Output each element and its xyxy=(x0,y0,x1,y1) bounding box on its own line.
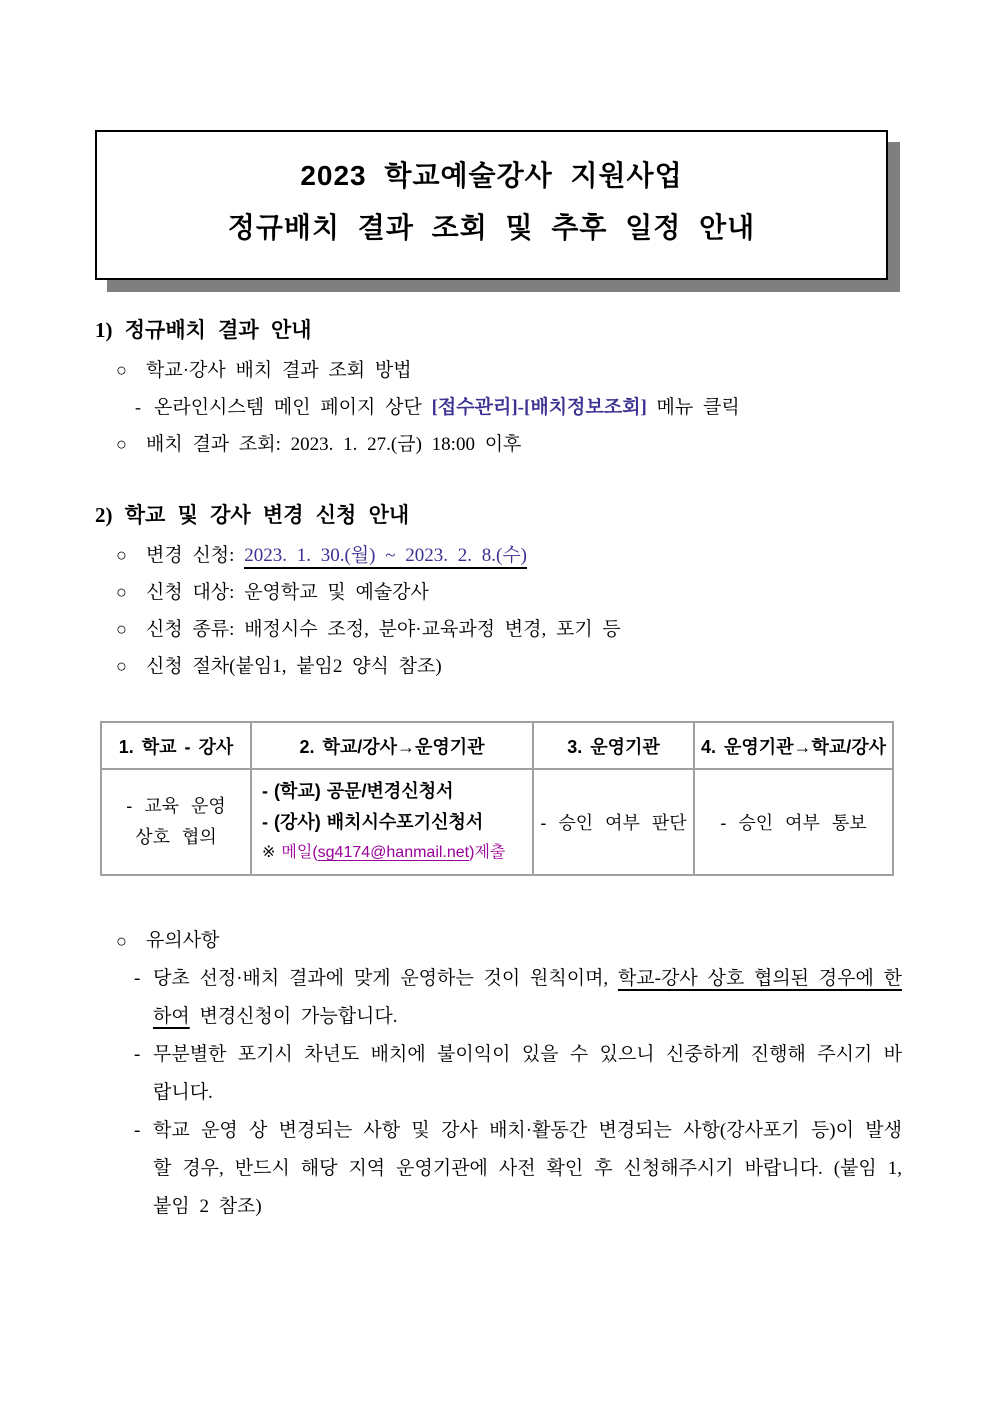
dash-bullet-icon: - xyxy=(134,1044,141,1065)
bullet-change-types-text: 신청 종류: 배정시수 조정, 분야·교육과정 변경, 포기 등 xyxy=(146,619,621,640)
principle-underlined: 학교-강사 상호 협의된 경우에 한하여 xyxy=(153,968,902,1027)
menu-path: [접수관리]-[배치정보조회] xyxy=(431,397,647,418)
bullet-change-procedure xyxy=(116,648,901,685)
notes-heading-row xyxy=(116,922,902,960)
table-header-to-operator: 2. 학교/강사→운영기관 xyxy=(251,722,533,769)
cell-mutual-consultation-line2: 상호 협의 xyxy=(135,827,217,847)
table-header-school-instructor: 1. 학교 - 강사 xyxy=(101,722,251,769)
cell-mutual-consultation xyxy=(101,769,251,875)
online-system-post: 메뉴 클릭 xyxy=(646,397,740,418)
section-change-request xyxy=(95,499,901,685)
bullet-change-procedure-text: 신청 절차(붙임1, 붙임2 양식 참조) xyxy=(146,656,442,677)
cell-approval-notification: - 승인 여부 통보 xyxy=(694,769,893,875)
cell-mutual-consultation-line1: - 교육 운영 xyxy=(126,796,226,816)
note-item-principle-text xyxy=(153,960,902,1036)
bullet-result-schedule-text: 배치 결과 조회: 2023. 1. 27.(금) 18:00 이후 xyxy=(146,434,522,455)
email-note-post: )제출 xyxy=(469,844,506,861)
change-period-label: 변경 신청: xyxy=(146,545,245,566)
circle-bullet-icon: ○ xyxy=(116,434,127,454)
document-title-line-2: 정규배치 결과 조회 및 추후 일정 안내 xyxy=(227,212,756,243)
change-period-dates: 2023. 1. 30.(월) ~ 2023. 2. 8.(수) xyxy=(244,545,527,569)
circle-bullet-icon: ○ xyxy=(116,656,127,676)
bullet-change-period xyxy=(116,537,901,574)
email-link[interactable]: sg4174@hanmail.net xyxy=(317,844,470,861)
circle-bullet-icon: ○ xyxy=(116,582,127,602)
doc-school-line: - (학교) 공문/변경신청서 xyxy=(262,781,454,801)
dash-online-system xyxy=(135,389,901,426)
table-header-operator: 3. 운영기관 xyxy=(533,722,694,769)
section-placement-results xyxy=(95,314,901,463)
circle-bullet-icon: ○ xyxy=(116,545,127,565)
cell-approval-judgement: - 승인 여부 판단 xyxy=(533,769,694,875)
dash-online-system-text xyxy=(154,389,740,426)
bullet-change-target xyxy=(116,574,901,611)
doc-instructor-line: - (강사) 배치시수포기신청서 xyxy=(262,812,484,832)
note-item-caution-text: 무분별한 포기시 차년도 배치에 불이익이 있을 수 있으니 신중하게 진행해 주시기 바랍니다. xyxy=(153,1044,902,1103)
bullet-lookup-method xyxy=(116,352,901,389)
note-item-confirm-text: 학교 운영 상 변경되는 사항 및 강사 배치·활동간 변경되는 사항(강사포기 등)이 발생할 경우, 반드시 해당 지역 운영기관에 사전 확인 후 신청해주시기 바랍니다. (붙임 1, 붙임 2 참조) xyxy=(153,1120,902,1217)
section-1-heading: 1) 정규배치 결과 안내 xyxy=(95,318,312,342)
bullet-result-schedule xyxy=(116,426,901,463)
title-box xyxy=(95,130,888,280)
note-item-principle xyxy=(134,960,902,1036)
note-item-caution xyxy=(134,1036,902,1112)
bullet-change-period-text xyxy=(146,537,527,574)
dash-bullet-icon: - xyxy=(134,968,141,989)
table-header-row xyxy=(101,722,893,769)
note-item-confirm xyxy=(134,1112,902,1226)
circle-bullet-icon: ○ xyxy=(116,931,127,951)
principle-pre: 당초 선정·배치 결과에 맞게 운영하는 것이 원칙이며, xyxy=(153,968,618,989)
section-2-bullets xyxy=(116,537,901,685)
section-1-bullets xyxy=(116,352,901,463)
document-title-line-1: 2023 학교예술강사 지원사업 xyxy=(300,160,683,191)
email-note-pre: 메일( xyxy=(281,844,318,861)
bullet-change-types xyxy=(116,611,901,648)
notes-heading-text: 유의사항 xyxy=(146,930,220,951)
change-request-process-table xyxy=(100,721,894,876)
bullet-lookup-method-text: 학교·강사 배치 결과 조회 방법 xyxy=(146,360,412,381)
notes-section xyxy=(116,922,902,1226)
bullet-change-target-text: 신청 대상: 운영학교 및 예술강사 xyxy=(146,582,429,603)
section-2-heading: 2) 학교 및 강사 변경 신청 안내 xyxy=(95,503,410,527)
principle-post: 변경신청이 가능합니다. xyxy=(189,1006,398,1027)
cell-submit-documents xyxy=(251,769,533,875)
reference-mark-icon: ※ xyxy=(262,844,276,861)
table-body-row xyxy=(101,769,893,875)
dash-bullet-icon: - xyxy=(135,397,141,417)
table-header-to-school-instructor: 4. 운영기관→학교/강사 xyxy=(694,722,893,769)
online-system-pre: 온라인시스템 메인 페이지 상단 xyxy=(154,397,432,418)
circle-bullet-icon: ○ xyxy=(116,360,127,380)
dash-bullet-icon: - xyxy=(134,1120,141,1141)
circle-bullet-icon: ○ xyxy=(116,619,127,639)
email-note-line xyxy=(262,838,528,868)
